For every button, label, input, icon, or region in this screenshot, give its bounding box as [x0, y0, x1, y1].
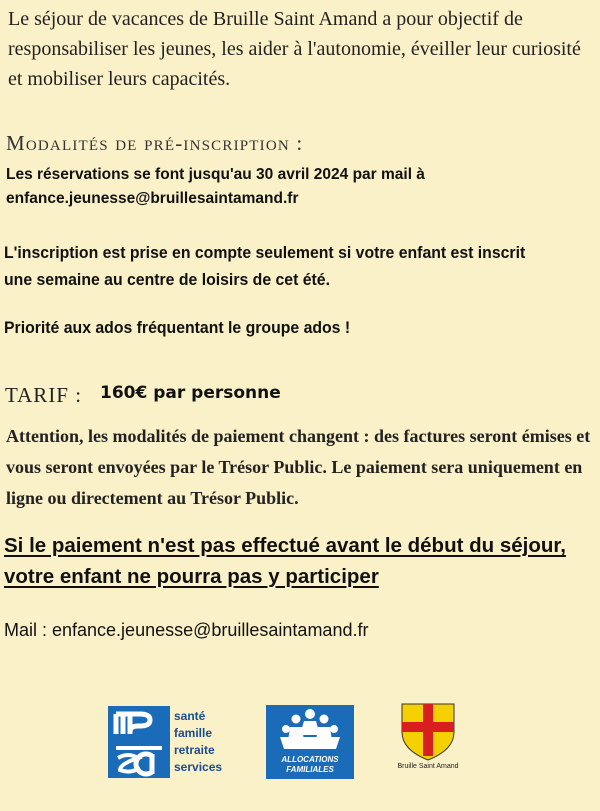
intro-paragraph: Le séjour de vacances de Bruille Saint Amand a pour objectif de responsabiliser les jeunes, les aider à l'autonomie, éveiller leur curiosité et mobiliser leurs capacités.: [8, 8, 581, 90]
caf-logo: [266, 705, 354, 779]
msa-logo: [108, 706, 239, 778]
payment-warning: [4, 530, 594, 592]
tarif-value: 160€ par personne: [100, 383, 281, 403]
reservation-line-1: Les réservations se font jusqu'au 30 avril 2024 par mail à: [6, 166, 425, 183]
caf-text: ALLOCATIONS FAMILIALES: [281, 755, 339, 774]
commune-name: Bruille Saint Amand: [397, 763, 459, 770]
reservation-email[interactable]: enfance.jeunesse@bruillesaintamand.fr: [6, 190, 299, 207]
inscription-condition: L'inscription est prise en compte seulement si votre enfant est inscrit une semaine au centre de loisirs de cet été.: [4, 243, 526, 289]
coat-of-arms-icon: [383, 700, 473, 762]
reservation-info: [6, 163, 596, 211]
caf-family-icon: [266, 705, 354, 755]
msa-text: santé famille retraite services: [174, 709, 223, 774]
payment-warning-text: Si le paiement n'est pas effectué avant le début du séjour, votre enfant ne pourra pas y participer: [4, 534, 566, 588]
msa-emblem: [108, 706, 170, 778]
tarif-label: TARIF :: [5, 383, 83, 407]
modalites-title: Modalités de pré-inscription :: [6, 131, 304, 155]
commune-logo: [383, 700, 473, 778]
priority-note: Priorité aux ados fréquentant le groupe ados !: [4, 318, 351, 337]
contact-mail[interactable]: Mail : enfance.jeunesse@bruillesaintamand.fr: [4, 620, 369, 640]
payment-notice: Attention, les modalités de paiement changent : des factures seront émises et vous seront envoyées par le Trésor Public. Le paiement sera uniquement en ligne ou directement au Trésor Public.: [6, 426, 591, 508]
